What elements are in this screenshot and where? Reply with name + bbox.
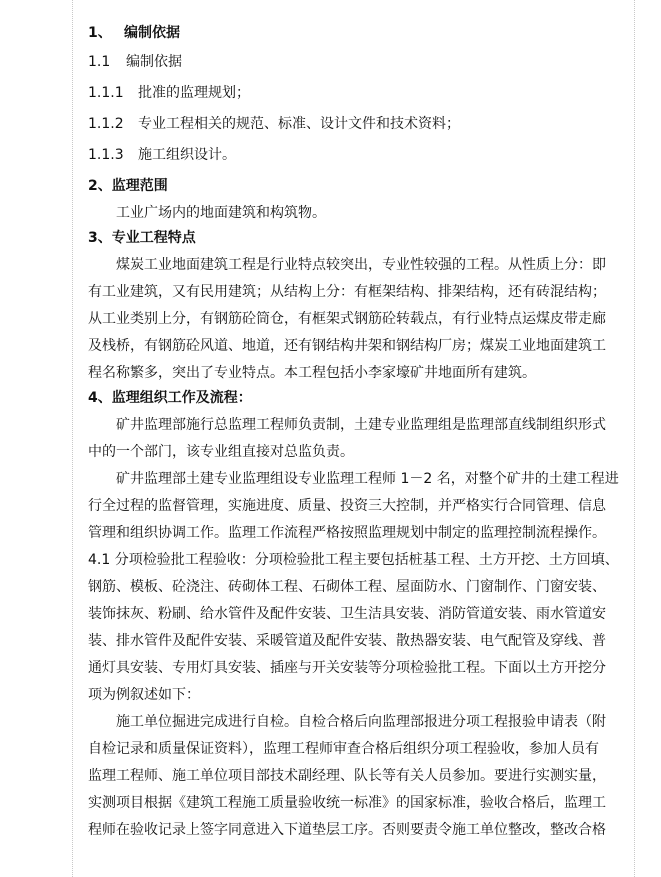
section-1-heading — [88, 22, 630, 45]
text-line: 管理和组织协调工作。监理工作流程严格按照监理规划中制定的监理控制流程操作。 — [88, 525, 606, 541]
text-line: 矿井监理部施行总监理工程师负责制，土建专业监理组是监理部直线制组织形式 — [116, 417, 606, 433]
item-text: 专业工程相关的规范、标准、设计文件和技术资料； — [138, 116, 460, 132]
section-title: 编制依据 — [124, 25, 180, 41]
text-line: 从工业类别上分，有钢筋砼筒仓，有框架式钢筋砼转载点，有行业特点运煤皮带走廊 — [88, 311, 606, 327]
text-line: 有工业建筑，又有民用建筑；从结构上分：有框架结构、排架结构，还有砖混结构； — [88, 284, 606, 300]
text-line: 装饰抹灰、粉刷、给水管件及配件安装、卫生洁具安装、消防管道安装、雨水管道安 — [88, 606, 606, 622]
subsection-number: 1.1 — [88, 54, 111, 70]
left-margin-guide — [72, 0, 73, 877]
item-text: 批准的监理规划； — [138, 85, 250, 101]
subsection-title: 编制依据 — [126, 54, 182, 70]
document-body — [88, 22, 630, 844]
right-margin-guide — [634, 0, 635, 877]
section-4-paragraph-4 — [88, 709, 630, 844]
section-2-text — [88, 200, 630, 227]
section-2-heading: 2、监理范围 — [88, 178, 168, 194]
section-4-1-paragraph — [88, 547, 630, 709]
list-item — [88, 144, 630, 167]
item-number: 1.1.3 — [88, 147, 124, 163]
section-4-heading: 4、监理组织工作及流程： — [88, 390, 252, 406]
text-line: 程师在验收记录上签字同意进入下道垫层工序。否则要责令施工单位整改，整改合格 — [88, 822, 606, 838]
list-item — [88, 82, 630, 105]
text-line: 项为例叙述如下： — [88, 687, 200, 703]
text-line: 工业广场内的地面建筑和构筑物。 — [116, 205, 326, 221]
subsection-1-1 — [88, 51, 630, 74]
item-number: 1.1.2 — [88, 116, 124, 132]
list-item — [88, 113, 630, 136]
text-line: 通灯具安装、专用灯具安装、插座与开关安装等分项检验批工程。下面以土方开挖分 — [88, 660, 606, 676]
text-line: 行全过程的监督管理，实施进度、质量、投资三大控制，并严格实行合同管理、信息 — [88, 498, 606, 514]
text-line: 矿井监理部土建专业监理组设专业监理工程师 1－2 名，对整个矿井的土建工程进 — [116, 471, 619, 487]
text-line: 装、排水管件及配件安装、采暖管道及配件安装、散热器安装、电气配管及穿线、普 — [88, 633, 606, 649]
text-line: 自检记录和质量保证资料），监理工程师审查合格后组织分项工程验收，参加人员有 — [88, 741, 599, 757]
text-line: 4.1 分项检验批工程验收：分项检验批工程主要包括桩基工程、土方开挖、土方回填、 — [88, 552, 619, 568]
text-line: 钢筋、模板、砼浇注、砖砌体工程、石砌体工程、屋面防水、门窗制作、门窗安装、 — [88, 579, 606, 595]
text-line: 监理工程师、施工单位项目部技术副经理、队长等有关人员参加。要进行实测实量， — [88, 768, 606, 784]
text-line: 实测项目根据《建筑工程施工质量验收统一标准》的国家标准，验收合格后，监理工 — [88, 795, 606, 811]
text-line: 程名称繁多，突出了专业特点。本工程包括小李家壕矿井地面所有建筑。 — [88, 365, 536, 381]
item-text: 施工组织设计。 — [138, 147, 236, 163]
section-number: 1、 — [88, 25, 112, 41]
text-line: 施工单位掘进完成进行自检。自检合格后向监理部报进分项工程报验申请表（附 — [116, 714, 606, 730]
section-3-heading: 3、专业工程特点 — [88, 230, 196, 246]
text-line: 煤炭工业地面建筑工程是行业特点较突出，专业性较强的工程。从性质上分：即 — [116, 257, 606, 273]
text-line: 及栈桥，有钢筋砼风道、地道，还有钢结构井架和钢结构厂房；煤炭工业地面建筑工 — [88, 338, 606, 354]
section-4-paragraph-2 — [88, 466, 630, 547]
section-3-paragraph — [88, 252, 630, 387]
text-line: 中的一个部门，该专业组直接对总监负责。 — [88, 444, 354, 460]
section-4-paragraph-1 — [88, 412, 630, 466]
item-number: 1.1.1 — [88, 85, 124, 101]
